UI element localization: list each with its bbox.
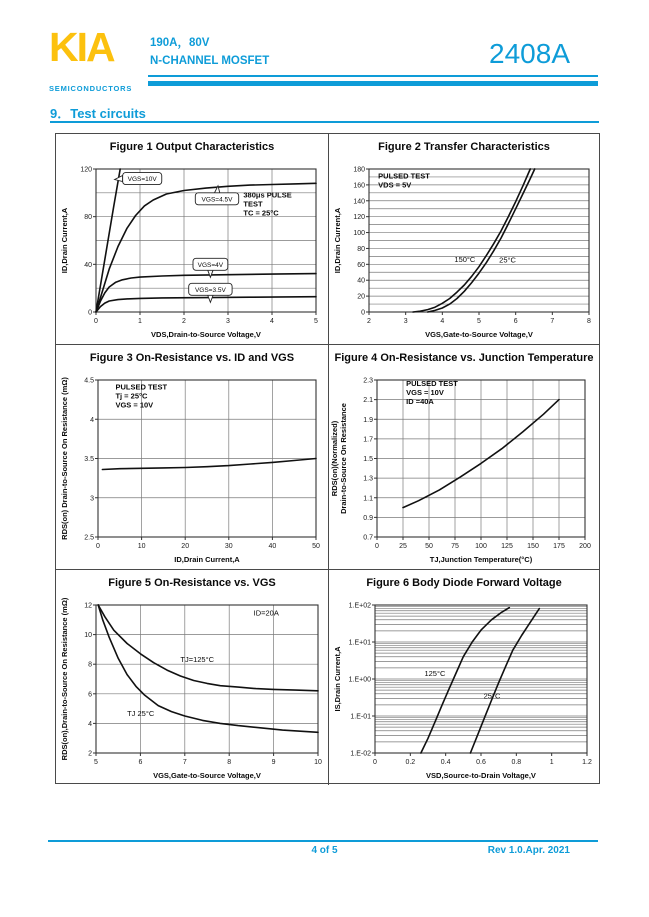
svg-text:2: 2 (88, 750, 92, 758)
svg-text:ID,Drain Current,A: ID,Drain Current,A (174, 555, 240, 564)
svg-text:3: 3 (403, 318, 408, 325)
svg-text:7: 7 (550, 318, 555, 325)
svg-text:1.E-01: 1.E-01 (350, 713, 371, 721)
svg-text:6: 6 (138, 759, 143, 766)
svg-text:8: 8 (88, 661, 92, 669)
figure-grid (55, 133, 600, 784)
svg-text:60: 60 (357, 261, 365, 269)
svg-text:PULSED TESTVDS = 5V: PULSED TEST VDS = 5V (378, 171, 430, 190)
svg-text:VGS=10V: VGS=10V (127, 176, 157, 184)
svg-text:200: 200 (579, 543, 591, 550)
svg-text:75: 75 (451, 543, 459, 550)
svg-text:1.E+02: 1.E+02 (348, 602, 371, 610)
svg-text:5: 5 (477, 318, 481, 325)
svg-text:150°C: 150°C (454, 254, 476, 264)
svg-text:30: 30 (224, 543, 233, 550)
device-rating: 190A，80V (150, 37, 210, 49)
figure-2-chart (329, 161, 599, 342)
svg-text:VGS=4V: VGS=4V (197, 261, 224, 269)
svg-text:4: 4 (90, 416, 94, 424)
device-spec (150, 35, 269, 71)
svg-text:10: 10 (137, 543, 146, 550)
svg-text:IS,Drain Current,A: IS,Drain Current,A (333, 646, 342, 712)
device-type: N-CHANNEL MOSFET (150, 54, 270, 67)
svg-text:2.3: 2.3 (363, 377, 373, 385)
svg-text:ID=20A: ID=20A (253, 608, 279, 618)
logo-subtitle: SEMICONDUCTORS (49, 84, 133, 93)
svg-text:0: 0 (94, 318, 98, 325)
svg-text:4: 4 (440, 318, 445, 325)
svg-text:25: 25 (399, 543, 407, 550)
svg-text:0: 0 (375, 543, 379, 550)
svg-text:40: 40 (84, 261, 92, 269)
svg-text:7: 7 (182, 759, 187, 766)
svg-text:4: 4 (270, 318, 274, 325)
svg-text:180: 180 (353, 166, 365, 174)
svg-text:20: 20 (181, 543, 190, 550)
svg-text:5: 5 (94, 759, 98, 766)
svg-text:10: 10 (314, 759, 322, 766)
figure-5-chart (56, 597, 328, 783)
svg-text:VGS=4.5V: VGS=4.5V (201, 196, 233, 204)
svg-text:40: 40 (357, 277, 365, 285)
figure-6-title: Figure 6 Body Diode Forward Voltage (366, 577, 562, 589)
section-rule (50, 121, 599, 123)
svg-text:1.E+00: 1.E+00 (348, 676, 371, 684)
svg-text:120: 120 (80, 166, 92, 174)
svg-text:VGS=3.5V: VGS=3.5V (194, 286, 226, 294)
svg-text:25°C: 25°C (483, 691, 501, 701)
svg-text:1: 1 (138, 318, 142, 325)
svg-text:8: 8 (587, 318, 591, 325)
svg-text:1.7: 1.7 (363, 436, 373, 444)
svg-text:0.4: 0.4 (440, 759, 451, 766)
svg-text:1.E-02: 1.E-02 (350, 750, 371, 758)
svg-text:ID,Drain Current,A: ID,Drain Current,A (60, 207, 69, 274)
svg-text:2.5: 2.5 (84, 534, 94, 542)
kia-logo: KIA (49, 24, 114, 70)
figure-3-chart (56, 372, 328, 567)
svg-text:125: 125 (501, 543, 513, 550)
svg-text:0: 0 (96, 543, 100, 550)
footer-rule (48, 840, 598, 842)
svg-text:175: 175 (553, 543, 565, 550)
header-rule-thick (148, 81, 598, 86)
figure-6-chart (329, 597, 599, 783)
figure-4-panel (329, 345, 599, 570)
figure-2-panel (329, 134, 599, 345)
svg-text:160: 160 (353, 182, 365, 190)
svg-text:150: 150 (527, 543, 539, 550)
svg-text:20: 20 (357, 293, 365, 301)
svg-text:TJ 25°C: TJ 25°C (127, 709, 155, 718)
svg-text:50: 50 (312, 543, 320, 550)
svg-text:4: 4 (88, 720, 92, 728)
svg-text:0: 0 (88, 309, 92, 317)
svg-text:2.1: 2.1 (363, 397, 373, 405)
figure-3-title: Figure 3 On-Resistance vs. ID and VGS (89, 352, 295, 364)
svg-text:4.5: 4.5 (84, 377, 94, 385)
svg-text:PULSED TESTTj = 25°CVGS = 10V: PULSED TEST Tj = 25°C VGS = 10V (115, 382, 168, 410)
svg-text:12: 12 (84, 602, 92, 610)
svg-text:0.2: 0.2 (405, 759, 416, 766)
figure-3-panel (56, 345, 329, 570)
figure-1-panel (56, 134, 329, 345)
figure-6-panel (329, 570, 599, 785)
svg-text:TJ,Junction Temperature(°C): TJ,Junction Temperature(°C) (429, 555, 533, 564)
svg-text:VGS,Gate-to-Source Voltage,V: VGS,Gate-to-Source Voltage,V (153, 771, 261, 780)
revision-label: Rev 1.0.Apr. 2021 (487, 845, 570, 856)
svg-text:0.8: 0.8 (511, 759, 522, 766)
section-title: 9．Test circuits (50, 106, 146, 121)
svg-text:100: 100 (353, 230, 365, 238)
svg-text:0.9: 0.9 (363, 514, 373, 522)
svg-text:RDS(on) Drain-to-Source On Res: RDS(on) Drain-to-Source On Resistance (mΩ) (60, 377, 69, 540)
svg-text:VGS,Gate-to-Source Voltage,V: VGS,Gate-to-Source Voltage,V (425, 330, 533, 339)
svg-text:RDS(on),Drain-to-Source On Res: RDS(on),Drain-to-Source On Resistance (mΩ) (60, 597, 69, 761)
svg-text:50: 50 (425, 543, 433, 550)
svg-text:25°C: 25°C (499, 255, 516, 265)
figure-1-title: Figure 1 Output Characteristics (109, 141, 275, 153)
svg-text:5: 5 (314, 318, 318, 325)
svg-text:RDS(on)(Normalized)Drain-to-So: RDS(on)(Normalized)Drain-to-Source On Resistance (330, 403, 348, 514)
svg-text:380μs PULSETESTTC = 25°C: 380μs PULSE TEST TC = 25°C (243, 190, 292, 218)
svg-text:1.3: 1.3 (363, 475, 373, 483)
svg-text:9: 9 (271, 759, 276, 766)
svg-text:10: 10 (84, 632, 92, 640)
svg-text:3: 3 (226, 318, 230, 325)
svg-text:0.7: 0.7 (363, 534, 373, 542)
svg-text:0: 0 (373, 759, 377, 766)
svg-text:1.E+01: 1.E+01 (348, 639, 371, 647)
svg-text:40: 40 (268, 543, 277, 550)
svg-text:PULSED TESTVGS = 10VID =40A: PULSED TEST VGS = 10V ID =40A (406, 378, 458, 406)
svg-text:1.9: 1.9 (363, 416, 373, 424)
svg-text:140: 140 (353, 198, 365, 206)
svg-text:3: 3 (90, 495, 94, 503)
figure-4-title: Figure 4 On-Resistance vs. Junction Temperature (334, 352, 594, 364)
figure-5-title: Figure 5 On-Resistance vs. VGS (108, 577, 276, 589)
svg-text:1.1: 1.1 (363, 495, 373, 503)
part-number: 2408A (489, 38, 570, 69)
svg-text:VSD,Source-to-Drain Voltage,V: VSD,Source-to-Drain Voltage,V (426, 771, 536, 780)
figure-4-chart (329, 372, 599, 567)
svg-text:1.5: 1.5 (363, 456, 373, 463)
header-rule-thin (148, 75, 598, 77)
svg-text:100: 100 (475, 543, 487, 550)
svg-text:125°C: 125°C (424, 669, 446, 679)
figure-1-chart (56, 161, 328, 342)
svg-text:80: 80 (357, 245, 365, 253)
svg-text:3.5: 3.5 (84, 456, 94, 463)
svg-text:0: 0 (361, 309, 365, 317)
svg-text:ID,Drain Current,A: ID,Drain Current,A (333, 207, 342, 274)
svg-text:120: 120 (353, 214, 365, 222)
svg-text:VDS,Drain-to-Source Voltage,V: VDS,Drain-to-Source Voltage,V (151, 330, 261, 339)
svg-text:6: 6 (513, 318, 518, 325)
page-indicator: 4 of 5 (311, 845, 338, 856)
svg-text:6: 6 (88, 691, 92, 699)
svg-text:2: 2 (182, 318, 186, 325)
svg-text:2: 2 (367, 318, 371, 325)
svg-text:80: 80 (84, 214, 92, 222)
svg-text:TJ=125°C: TJ=125°C (180, 654, 215, 664)
svg-text:8: 8 (227, 759, 232, 766)
figure-2-title: Figure 2 Transfer Characteristics (378, 141, 550, 153)
svg-text:1: 1 (549, 759, 554, 766)
svg-text:1.2: 1.2 (582, 759, 592, 766)
figure-5-panel (56, 570, 329, 785)
svg-text:0.6: 0.6 (476, 759, 486, 766)
